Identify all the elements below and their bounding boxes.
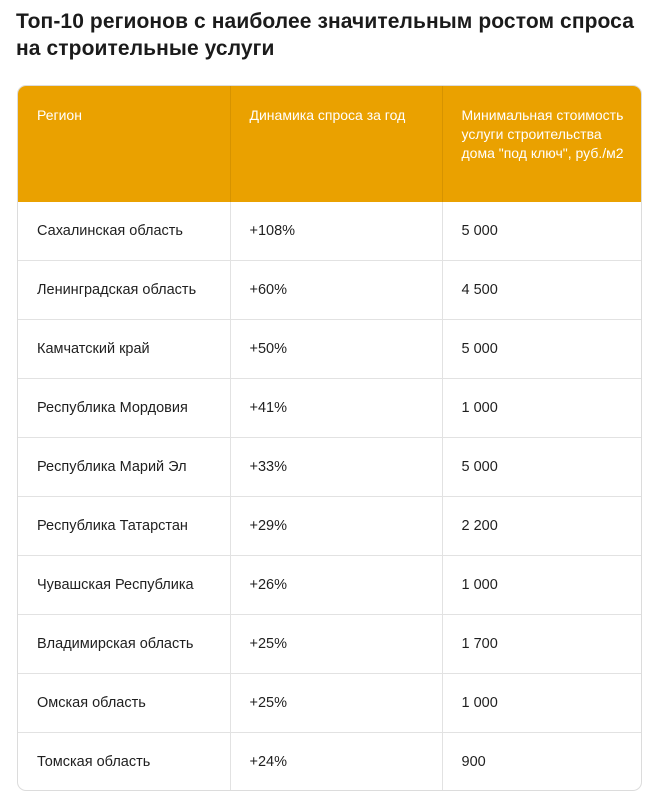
table-row [18,673,641,732]
cell-min-cost: 1 700 [442,614,641,673]
column-header-min-cost: Минимальная стоимость услуги строительства дома "под ключ", руб./м2 [442,86,641,202]
cell-demand-dynamics: +29% [230,496,442,555]
cell-demand-dynamics: +25% [230,673,442,732]
cell-region: Ленинградская область [18,261,230,320]
cell-region: Чувашская Республика [18,555,230,614]
cell-min-cost: 5 000 [442,320,641,379]
cell-demand-dynamics: +50% [230,320,442,379]
cell-min-cost: 5 000 [461,223,498,240]
cell-region: Омская область [18,673,230,732]
cell-region: Владимирская область [18,614,230,673]
table-row [18,320,641,379]
regions-table-container [17,85,642,791]
regions-table [18,86,641,791]
cell-min-cost: 4 500 [442,261,641,320]
table-row [18,438,641,497]
cell-min-cost: 1 000 [442,555,641,614]
table-row [18,732,641,791]
page-title: Топ-10 регионов с наиболее значительным ростом спроса на строительные услуги [16,10,634,60]
column-header-demand-dynamics: Динамика спроса за год [230,86,442,202]
table-row [18,379,641,438]
cell-region: Республика Марий Эл [18,438,230,497]
cell-demand-dynamics: +41% [230,379,442,438]
cell-min-cost: 2 200 [442,496,641,555]
cell-min-cost: 1 000 [442,673,641,732]
cell-demand-dynamics: +108% [230,202,442,261]
column-header-region: Регион [18,86,230,202]
cell-min-cost: 5 000 [442,438,641,497]
table-header-row [18,86,641,202]
table-row [18,261,641,320]
cell-demand-dynamics: +24% [230,732,442,791]
cell-region: Республика Татарстан [18,496,230,555]
cell-demand-dynamics: +25% [230,614,442,673]
cell-region: Камчатский край [18,320,230,379]
table-row [18,202,641,261]
cell-demand-dynamics: +26% [230,555,442,614]
cell-min-cost: 1 000 [442,379,641,438]
cell-min-cost: 900 [442,732,641,791]
table-row [18,614,641,673]
cell-demand-dynamics: +33% [230,438,442,497]
table-row [18,496,641,555]
cell-region: Республика Мордовия [18,379,230,438]
table-row [18,555,641,614]
cell-demand-dynamics: +60% [230,261,442,320]
cell-region: Сахалинская область [18,202,230,261]
cell-region: Томская область [18,732,230,791]
